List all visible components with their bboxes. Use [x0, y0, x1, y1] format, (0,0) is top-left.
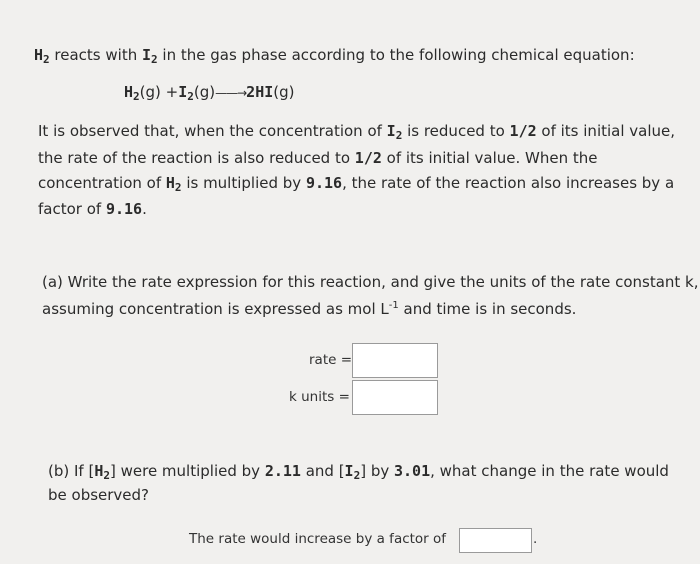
part-b-line-1: (b) If $[H_2]$ were multiplied by 2.11 and $[I_2]$ by 3.01, what change in the rate would — [48, 462, 669, 482]
answer-period: . — [533, 531, 538, 547]
observation-line-3: concentration of $H_2$ is multiplied by 9.16, the rate of the reaction also increases by a — [38, 174, 675, 194]
answer-label: The rate would increase by a factor of — [189, 531, 447, 547]
observation-line-1: It is observed that, when the concentration of $I_2$ is reduced to 1/2 of its initial value, — [38, 122, 676, 142]
chemical-equation: $H_2(g)$ $+I_2(g)——\to 2HI(g)$ — [124, 83, 295, 103]
rate-input[interactable] — [352, 343, 438, 378]
k-units-input[interactable] — [352, 380, 438, 415]
part-a-line-2: assuming concentration is expressed as mol $L^{-1}$ and time is in seconds. — [42, 300, 577, 318]
reaction-arrow-icon: ——→ — [215, 86, 247, 100]
observation-line-4: factor of 9.16. — [38, 200, 147, 218]
i2-formula: $I_2$ — [142, 46, 158, 66]
part-b-line-2: be observed? — [48, 486, 150, 504]
part-a-line-1: (a) Write the rate expression for this reaction, and give the units of the rate constant k, — [42, 273, 699, 291]
h2-formula: $H_2$ — [34, 46, 50, 66]
k-units-label: k units = — [289, 389, 350, 405]
rate-label: rate = — [309, 352, 353, 368]
intro-line: $H_2$ reacts with $I_2$ in the gas phase according to the following chemical equation: — [34, 46, 635, 66]
observation-line-2: the rate of the reaction is also reduced to 1/2 of its initial value. When the — [38, 149, 598, 167]
factor-input[interactable] — [459, 528, 532, 553]
